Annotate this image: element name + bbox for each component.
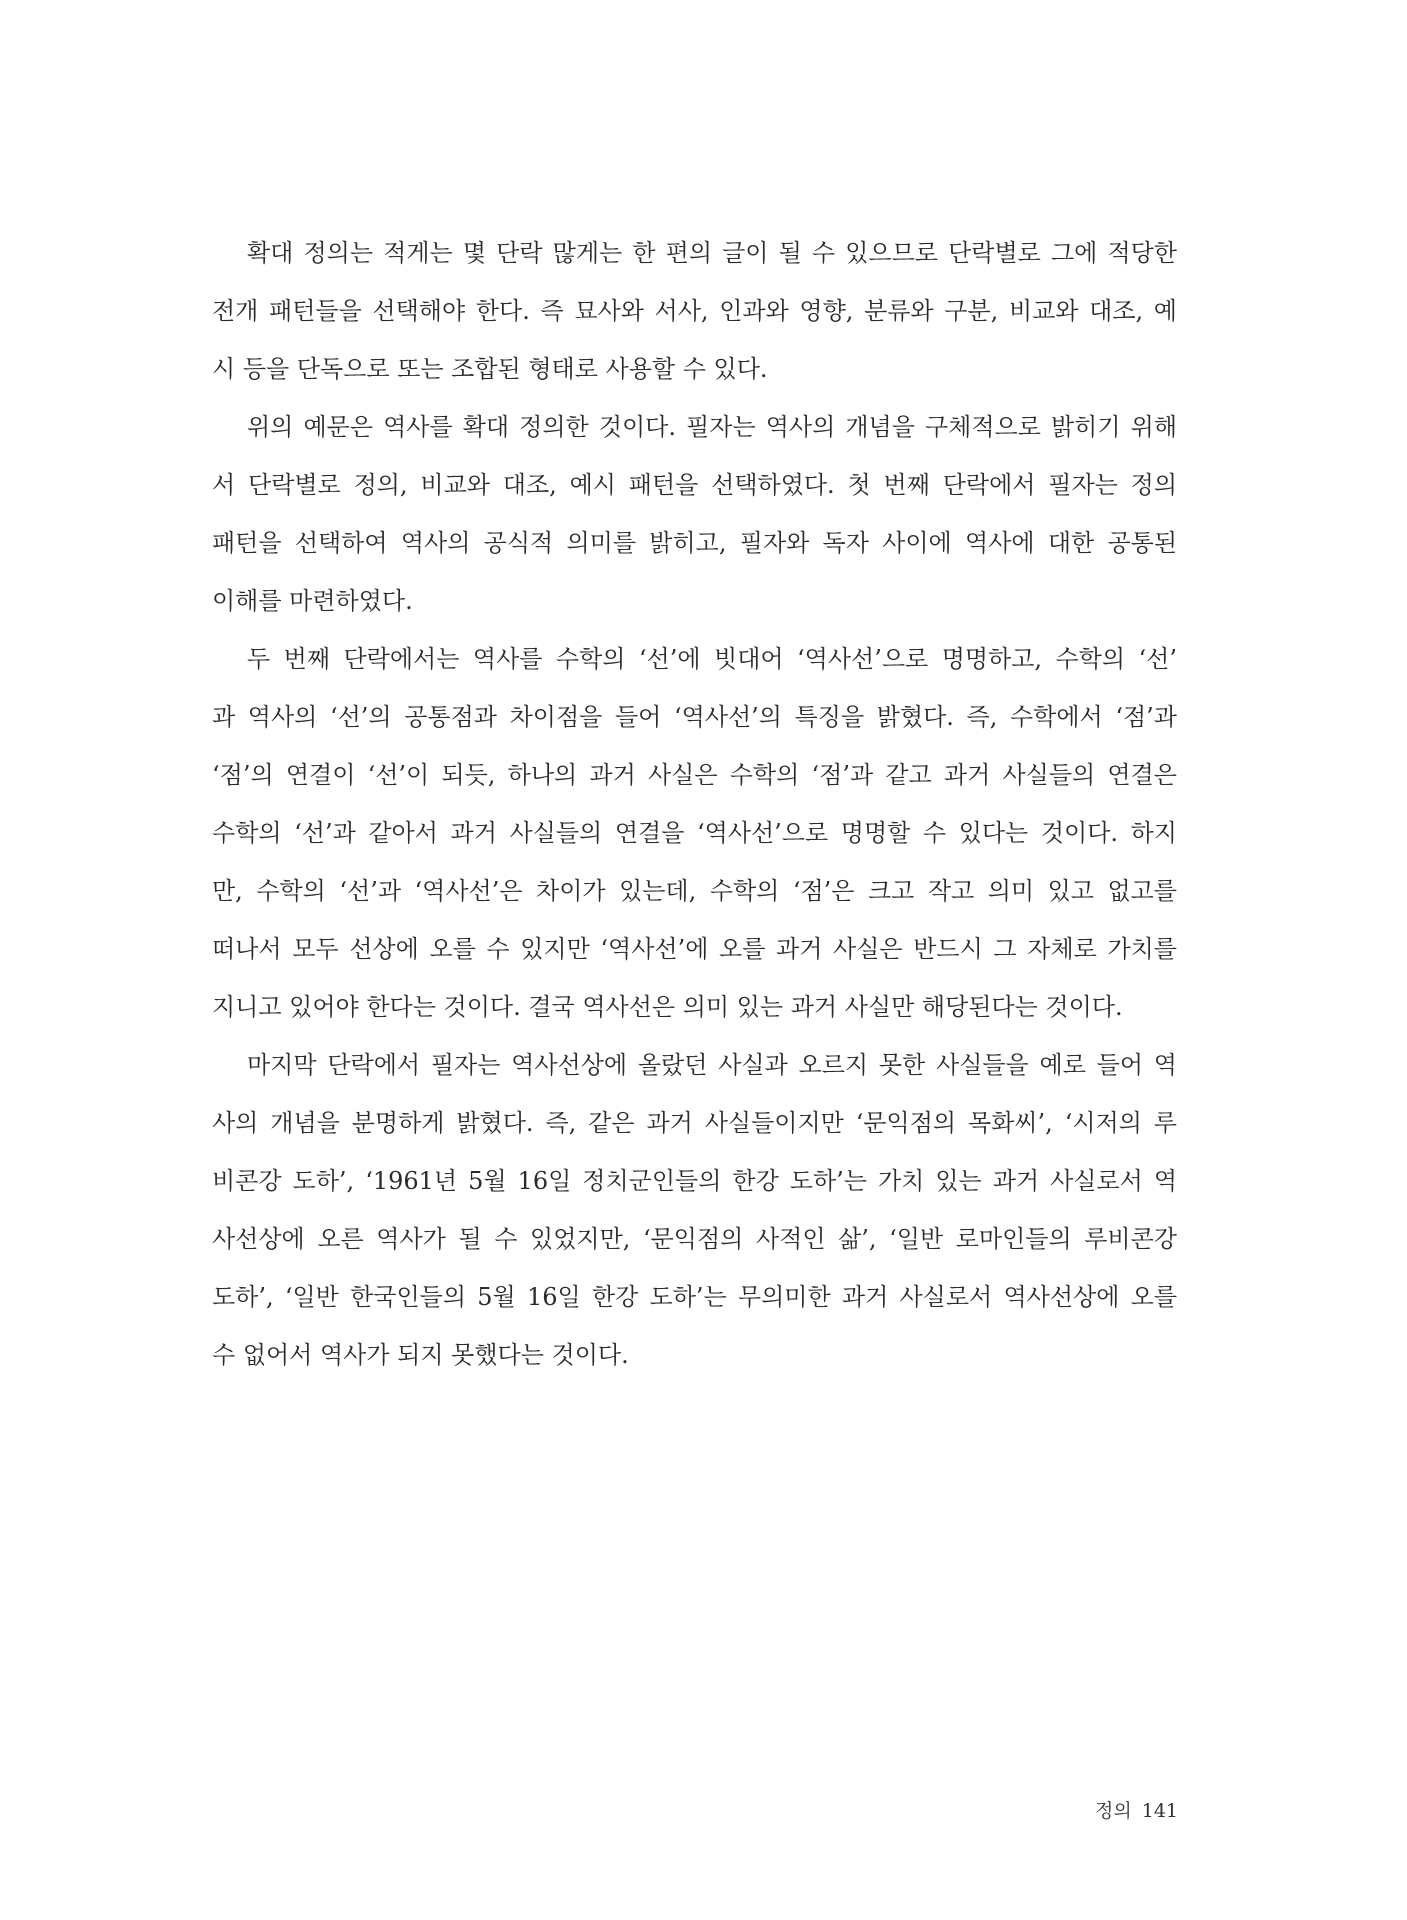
text-line: 확대 정의는 적게는 몇 단락 많게는 한 편의 글이 될 수 있으므로 단락별로 그에 적당한 (247, 239, 1177, 267)
text-line: 과 역사의 ‘선’의 공통점과 차이점을 들어 ‘역사선’의 특징을 밝혔다. 즉, 수학에서 ‘점’과 (212, 703, 1177, 731)
running-section-title: 정의 (1095, 1800, 1132, 1822)
paragraph (212, 630, 1177, 1036)
page-footer (1095, 1799, 1178, 1823)
paragraph (212, 224, 1177, 398)
paragraph (212, 398, 1177, 630)
page-number: 141 (1141, 1800, 1178, 1822)
body-text (212, 224, 1177, 1384)
text-line: 패턴을 선택하여 역사의 공식적 의미를 밝히고, 필자와 독자 사이에 역사에 대한 공통된 (212, 529, 1177, 557)
text-line: 도하’, ‘일반 한국인들의 5월 16일 한강 도하’는 무의미한 과거 사실로서 역사선상에 오를 (212, 1283, 1177, 1311)
text-line: 두 번째 단락에서는 역사를 수학의 ‘선’에 빗대어 ‘역사선’으로 명명하고, 수학의 ‘선’ (247, 645, 1177, 673)
text-line: 지니고 있어야 한다는 것이다. 결국 역사선은 의미 있는 과거 사실만 해당된다는 것이다. (212, 993, 1123, 1021)
text-line: 만, 수학의 ‘선’과 ‘역사선’은 차이가 있는데, 수학의 ‘점’은 크고 작고 의미 있고 없고를 (212, 877, 1177, 905)
text-line: 수학의 ‘선’과 같아서 과거 사실들의 연결을 ‘역사선’으로 명명할 수 있다는 것이다. 하지 (212, 819, 1177, 847)
text-line: 수 없어서 역사가 되지 못했다는 것이다. (212, 1341, 629, 1369)
text-line: 위의 예문은 역사를 확대 정의한 것이다. 필자는 역사의 개념을 구체적으로 밝히기 위해 (247, 413, 1177, 441)
text-line: 비콘강 도하’, ‘1961년 5월 16일 정치군인들의 한강 도하’는 가치 있는 과거 사실로서 역 (212, 1167, 1177, 1195)
text-line: 마지막 단락에서 필자는 역사선상에 올랐던 사실과 오르지 못한 사실들을 예로 들어 역 (247, 1051, 1177, 1079)
text-line: 사선상에 오른 역사가 될 수 있었지만, ‘문익점의 사적인 삶’, ‘일반 로마인들의 루비콘강 (212, 1225, 1177, 1253)
text-line: 이해를 마련하였다. (212, 587, 413, 615)
text-line: 전개 패턴들을 선택해야 한다. 즉 묘사와 서사, 인과와 영향, 분류와 구분, 비교와 대조, 예 (212, 297, 1177, 325)
text-line: 사의 개념을 분명하게 밝혔다. 즉, 같은 과거 사실들이지만 ‘문익점의 목화씨’, ‘시저의 루 (212, 1109, 1177, 1137)
text-line: ‘점’의 연결이 ‘선’이 되듯, 하나의 과거 사실은 수학의 ‘점’과 같고 과거 사실들의 연결은 (212, 761, 1177, 789)
text-line: 서 단락별로 정의, 비교와 대조, 예시 패턴을 선택하였다. 첫 번째 단락에서 필자는 정의 (212, 471, 1177, 499)
text-line: 시 등을 단독으로 또는 조합된 형태로 사용할 수 있다. (212, 355, 768, 383)
paragraph (212, 1036, 1177, 1384)
text-line: 떠나서 모두 선상에 오를 수 있지만 ‘역사선’에 오를 과거 사실은 반드시 그 자체로 가치를 (212, 935, 1177, 963)
